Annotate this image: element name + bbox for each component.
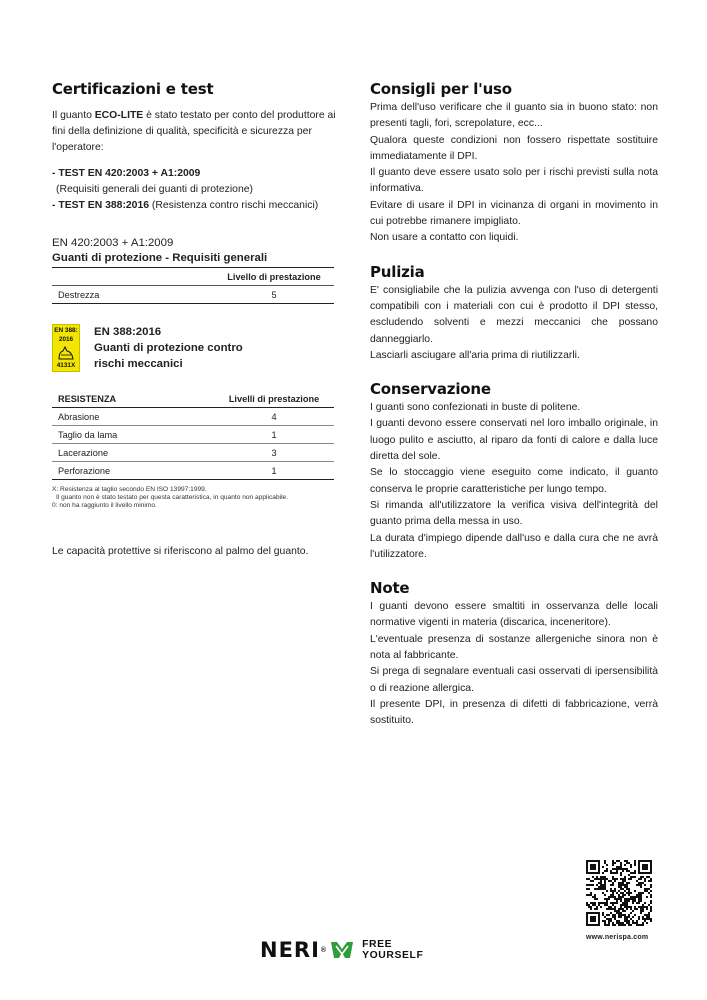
section-title: Conservazione — [370, 380, 491, 399]
standard-code: EN 388:2016 — [94, 326, 162, 338]
section-title: Pulizia — [370, 262, 425, 281]
table-header-row — [52, 390, 334, 408]
section-usage-advice — [370, 80, 658, 247]
table-row — [52, 444, 334, 462]
table-footnotes — [52, 486, 338, 510]
row-value: 3 — [214, 444, 334, 462]
footnote: X: Resistenza al taglio secondo EN ISO 13997:1999. — [52, 486, 207, 493]
section-notes — [370, 579, 658, 729]
row-label: Lacerazione — [52, 444, 214, 462]
row-label: Abrasione — [52, 408, 214, 426]
paragraph: Si rimanda all'utilizzatore la verifica visiva dell'integrità del guanto prima della messa in uso. — [370, 499, 658, 528]
standard-en420-heading — [52, 236, 338, 266]
en388-heading — [52, 324, 338, 372]
paragraph: Il guanto deve essere usato solo per i rischi previsti sulla nota informativa. — [370, 167, 658, 195]
intro-text — [52, 108, 338, 156]
paragraph: E' consigliabile che la pulizia avvenga con l'uso di detergenti compatibili con i materiali con cui è prodotto il DPI stesso, escludendo solventi e mezzi meccanici che possano danneggiarlo. — [370, 284, 658, 345]
website-url[interactable]: www.nerispa.com — [586, 934, 649, 941]
table-row — [52, 408, 334, 426]
section-storage — [370, 380, 658, 563]
standard-title: rischi meccanici — [94, 358, 183, 370]
intro-text-part: è stato testato per conto del produttore ai fini della definizione di qualità, specificità e sicurezza per l'operatore: — [52, 110, 336, 153]
row-label: Taglio da lama — [52, 426, 214, 444]
section-title: Note — [370, 579, 410, 598]
paragraph: Si prega di segnalare eventuali casi osservati di ipersensibilità o di reazione allergica. — [370, 666, 658, 694]
paragraph: La durata d'impiego dipende dall'uso e dalla cura che ne avrà l'utilizzatore. — [370, 532, 658, 560]
paragraph: L'eventuale presenza di sostanze allergeniche sinora non è nota al fabbricante. — [370, 633, 658, 662]
neri-logo — [260, 938, 423, 962]
standard-code: EN 420:2003 + A1:2009 — [52, 237, 174, 249]
paragraph: Se lo stoccaggio viene eseguito come indicato, il guanto conserva le proprie caratteristiche per lungo tempo. — [370, 467, 658, 495]
row-label: Destrezza — [52, 286, 214, 304]
test-item — [52, 166, 338, 182]
footnote: 0: non ha raggiunto il livello minimo. — [52, 502, 157, 509]
test-description: (Resistenza contro rischi meccanici) — [149, 200, 319, 211]
table-header-empty — [52, 268, 214, 286]
paragraph: Evitare di usare il DPI in vicinanza di organi in movimento in cui potrebbe rimanere impigliato. — [370, 199, 658, 228]
row-label: Perforazione — [52, 462, 214, 480]
paragraph: I guanti devono essere smaltiti in osservanza delle locali normative vigenti in materia (discarica, inceneritore). — [370, 601, 658, 629]
paragraph: Non usare a contatto con liquidi. — [370, 232, 519, 244]
en388-pictogram-badge — [52, 324, 80, 372]
test-description: (Requisiti generali dei guanti di protezione) — [56, 184, 253, 195]
table-header-level: Livello di prestazione — [214, 268, 334, 286]
row-value: 1 — [214, 462, 334, 480]
right-column — [370, 80, 658, 746]
paragraph: Prima dell'uso verificare che il guanto sia in buono stato: non presenti tagli, fori, screpolature, ecc... — [370, 102, 658, 130]
section-title: Consigli per l'uso — [370, 80, 512, 98]
row-value: 4 — [214, 408, 334, 426]
table-row — [52, 426, 334, 444]
tagline-line: FREE — [362, 939, 393, 950]
table-header-row — [52, 268, 334, 286]
row-value: 5 — [214, 286, 334, 304]
paragraph: I guanti sono confezionati in buste di politene. — [370, 402, 581, 414]
standard-title: Guanti di protezione contro — [94, 342, 243, 354]
row-value: 1 — [214, 426, 334, 444]
badge-top-text: EN 388: — [54, 327, 78, 334]
qr-code[interactable] — [586, 860, 652, 926]
paragraph: Qualora queste condizioni non fossero rispettate sostituire immediatamente il DPI. — [370, 134, 658, 162]
intro-text-part: Il guanto — [52, 110, 95, 121]
test-code: - TEST EN 388:2016 — [52, 200, 150, 211]
logo-wordmark: NERI — [260, 938, 320, 962]
footnote: Il guanto non è stato testato per questa caratteristica, in quanto non applicabile. — [56, 494, 289, 501]
protective-capacity-note: Le capacità protettive si riferiscono al palmo del guanto. — [52, 546, 309, 557]
test-item — [52, 198, 338, 214]
paragraph: Il presente DPI, in presenza di difetti di fabbricazione, verrà sostituito. — [370, 698, 658, 727]
en420-table — [52, 267, 334, 304]
table-header-levels: Livelli di prestazione — [214, 390, 334, 408]
tagline — [362, 939, 423, 961]
neri-glove-logo-icon — [330, 940, 354, 960]
product-name: ECO-LITE — [94, 110, 144, 121]
paragraph: I guanti devono essere conservati nel loro imballo originale, in luogo pulito e asciutto, al riparo da fonti di calore e dalla luce diretta del sole. — [370, 418, 658, 463]
en388-table — [52, 390, 334, 480]
standard-title: Guanti di protezione - Requisiti generali — [52, 252, 268, 264]
badge-code-text: 4131X — [56, 361, 76, 369]
section-cleaning — [370, 263, 658, 364]
test-code: - TEST EN 420:2003 + A1:2009 — [52, 168, 201, 179]
left-column — [52, 80, 338, 560]
registered-mark: ® — [320, 946, 327, 954]
tagline-line: YOURSELF — [362, 950, 424, 961]
en388-title-block — [94, 324, 243, 372]
section-title-certifications: Certificazioni e test — [52, 80, 214, 98]
table-row — [52, 286, 334, 304]
table-header-resistance: RESISTENZA — [52, 390, 214, 408]
mechanical-risk-icon — [57, 346, 75, 360]
badge-year-text: 2016 — [58, 336, 74, 344]
paragraph: Lasciarli asciugare all'aria prima di riutilizzarli. — [370, 349, 580, 361]
table-row — [52, 462, 334, 480]
